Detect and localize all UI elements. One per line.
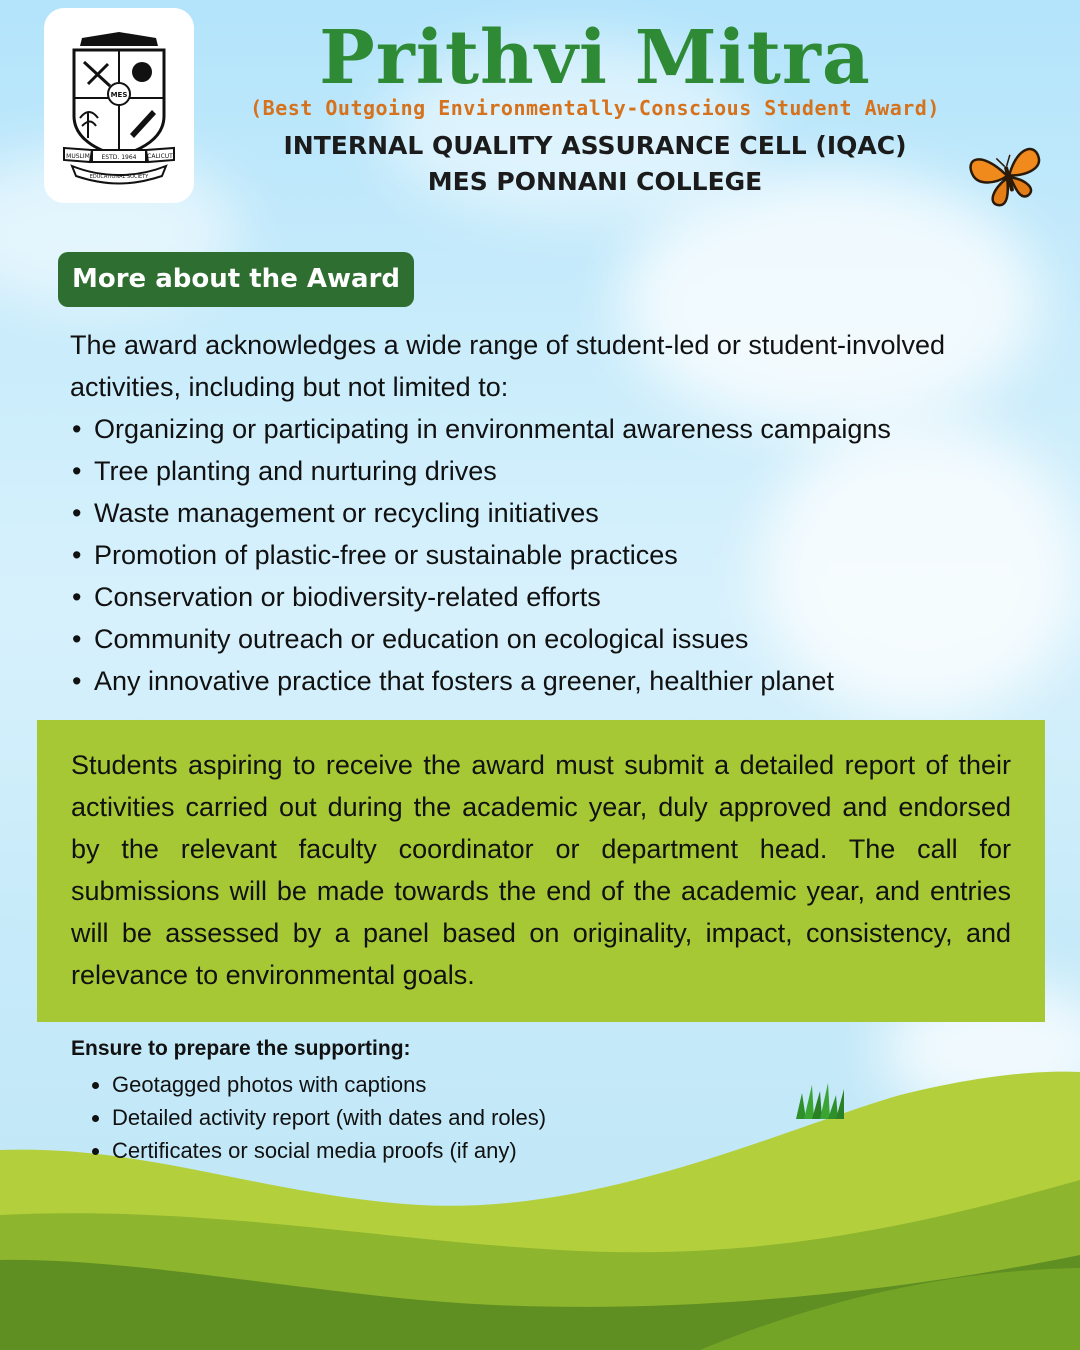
list-item: • Certificates or social media proofs (if any) bbox=[112, 1134, 546, 1167]
grass-icon bbox=[792, 1083, 848, 1119]
crest-ribbon-left: MUSLIM bbox=[66, 153, 90, 160]
intro-paragraph: The award acknowledges a wide range of student-led or student-involved activities, including but not limited to: bbox=[70, 330, 946, 402]
bullet-icon: • bbox=[72, 624, 82, 654]
list-item: • Geotagged photos with captions bbox=[112, 1068, 546, 1101]
list-item-text: Conservation or biodiversity-related efforts bbox=[94, 582, 601, 612]
list-item bbox=[72, 618, 891, 660]
list-item-text: Tree planting and nurturing drives bbox=[94, 456, 497, 486]
list-item-text: Organizing or participating in environmental awareness campaigns bbox=[94, 414, 891, 444]
bullet-icon: • bbox=[72, 498, 82, 528]
bullet-icon: • bbox=[72, 540, 82, 570]
list-item-text: Any innovative practice that fosters a greener, healthier planet bbox=[94, 666, 834, 696]
college-crest-icon bbox=[62, 28, 176, 188]
supporting-heading: Ensure to prepare the supporting: bbox=[71, 1037, 411, 1060]
butterfly-icon bbox=[968, 140, 1048, 210]
list-item-text: Waste management or recycling initiatives bbox=[94, 498, 599, 528]
list-item bbox=[72, 492, 891, 534]
page-title: Prithvi Mitra bbox=[319, 15, 871, 101]
crest-society: EDUCATIONAL SOCIETY bbox=[89, 174, 149, 180]
list-item bbox=[72, 660, 891, 702]
list-item-text: Community outreach or education on ecological issues bbox=[94, 624, 749, 654]
college-name: MES PONNANI COLLEGE bbox=[427, 167, 763, 196]
activity-list bbox=[72, 408, 891, 702]
bullet-icon: • bbox=[72, 456, 82, 486]
crest-estd: ESTD. 1964 bbox=[101, 154, 137, 161]
list-item bbox=[72, 534, 891, 576]
supporting-list bbox=[112, 1068, 546, 1167]
list-item bbox=[72, 450, 891, 492]
bullet-icon: • bbox=[72, 414, 82, 444]
submission-paragraph: Students aspiring to receive the award must submit a detailed report of their activities carried out during the academic year, duly approved and endorsed by the relevant faculty coordinator or department head. The call for submissions will be made towards the end of the academic year, and entries will be assessed by a panel based on originality, impact, consistency, and relevance to environmental goals. bbox=[71, 750, 1011, 990]
list-item-text: Promotion of plastic-free or sustainable practices bbox=[94, 540, 678, 570]
bullet-icon: • bbox=[72, 666, 82, 696]
section-heading: More about the Award bbox=[58, 252, 414, 307]
page-subtitle: (Best Outgoing Environmentally-Conscious Student Award) bbox=[250, 96, 940, 120]
crest-ribbon-right: CALICUT bbox=[147, 153, 173, 160]
crest-monogram: MES bbox=[110, 91, 128, 99]
list-item: • Detailed activity report (with dates and roles) bbox=[112, 1101, 546, 1134]
list-item bbox=[72, 576, 891, 618]
org-name: INTERNAL QUALITY ASSURANCE CELL (IQAC) bbox=[283, 131, 907, 160]
bullet-icon: • bbox=[72, 582, 82, 612]
list-item bbox=[72, 408, 891, 450]
submission-info-box bbox=[37, 720, 1045, 1022]
